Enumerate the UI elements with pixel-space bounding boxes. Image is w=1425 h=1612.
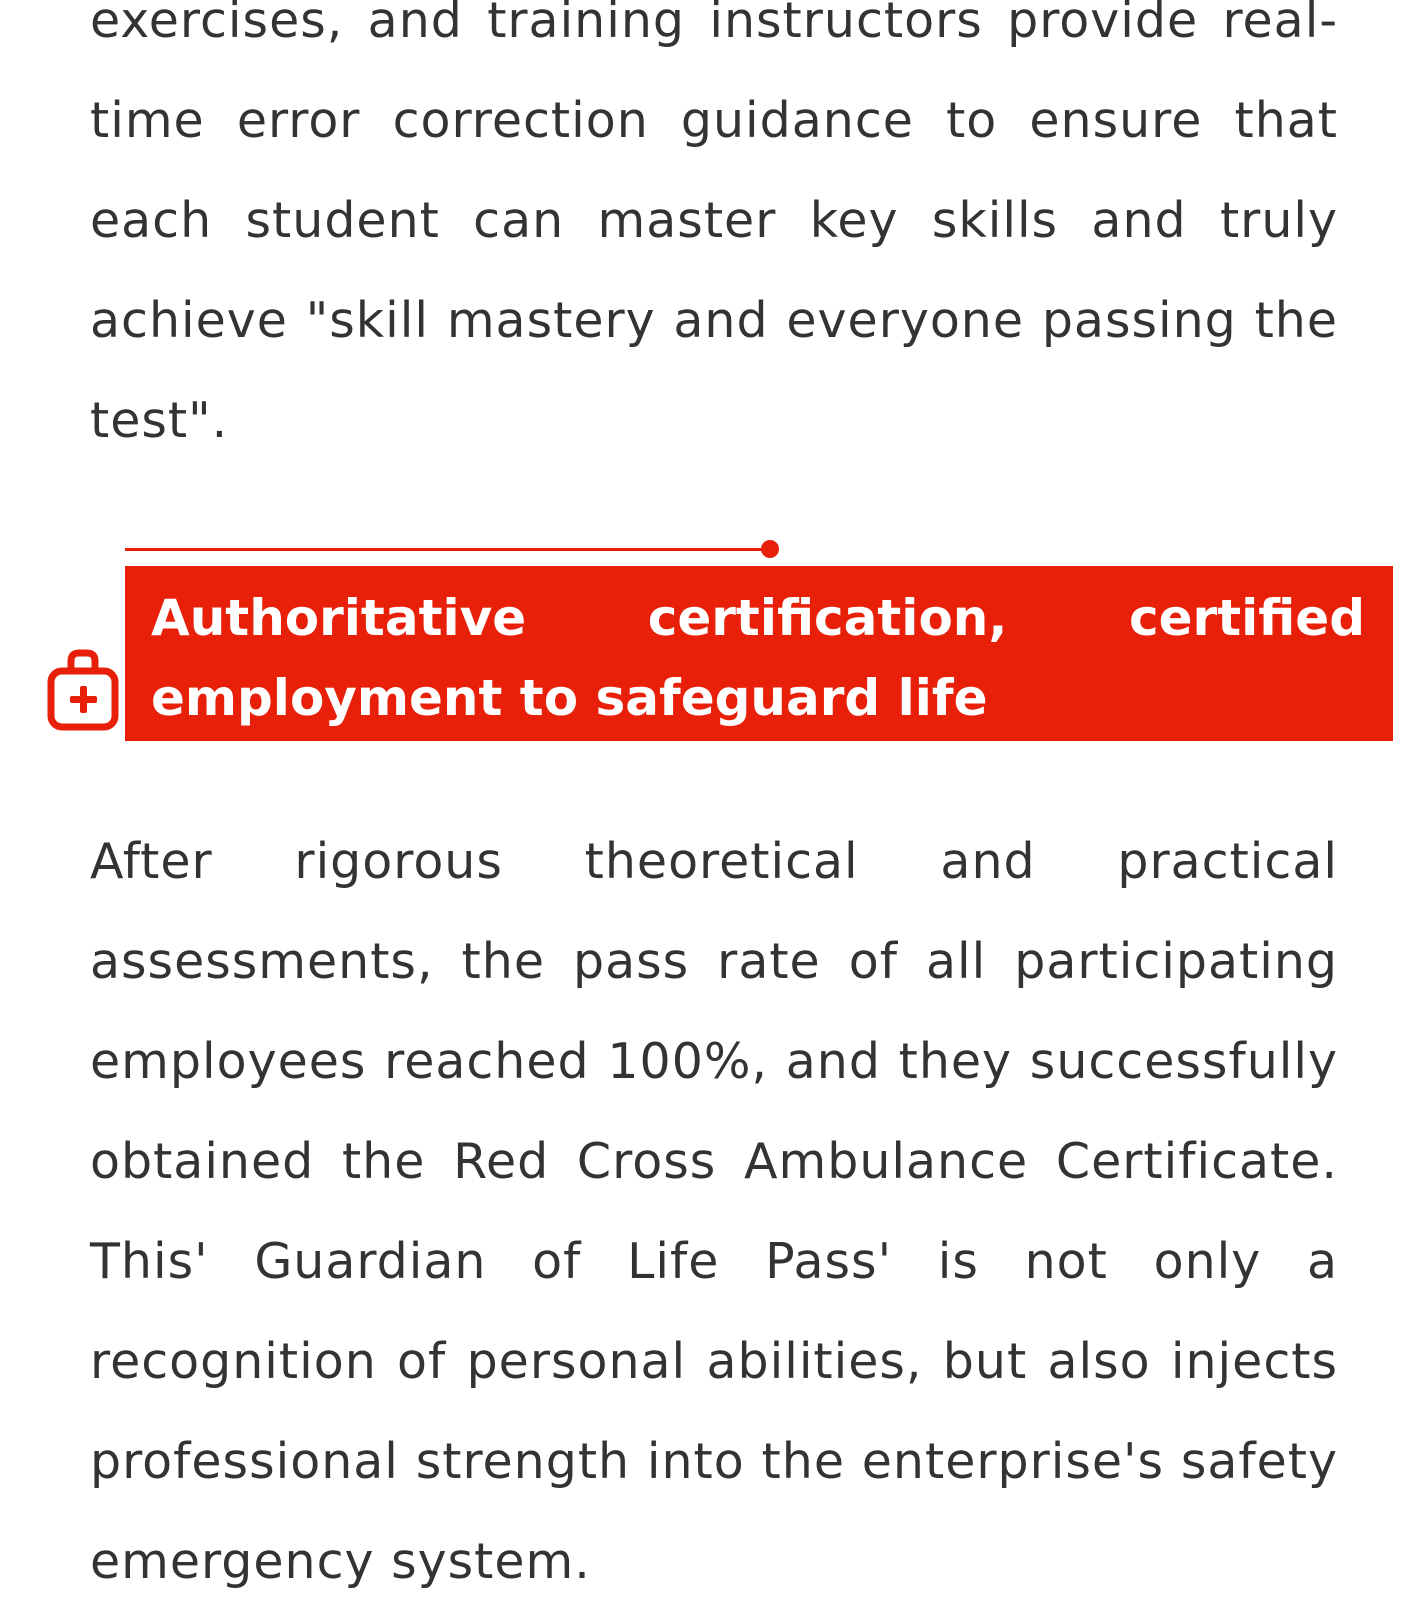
heading-banner — [125, 566, 1393, 741]
first-aid-kit-icon — [46, 648, 120, 732]
section-heading-text: Authoritative certification, certified employment to safeguard life — [151, 589, 1365, 727]
section-heading — [0, 538, 1425, 748]
heading-divider-line — [125, 548, 769, 551]
heading-divider-dot — [761, 540, 779, 558]
body-paragraph-training: exercises, and training instructors provide real-time error correction guidance to ensure that each student can master key skills and truly achieve "skill mastery and everyone passing the test". — [90, 0, 1338, 449]
body-paragraph-certification: After rigorous theoretical and practical assessments, the pass rate of all participating employees reached 100%, and they successfully obtained the Red Cross Ambulance Certificate. This' Guardian of Life Pass' is not only a recognition of personal abilities, but also injects professional strength into the enterprise's safety emergency system. — [90, 833, 1338, 1590]
